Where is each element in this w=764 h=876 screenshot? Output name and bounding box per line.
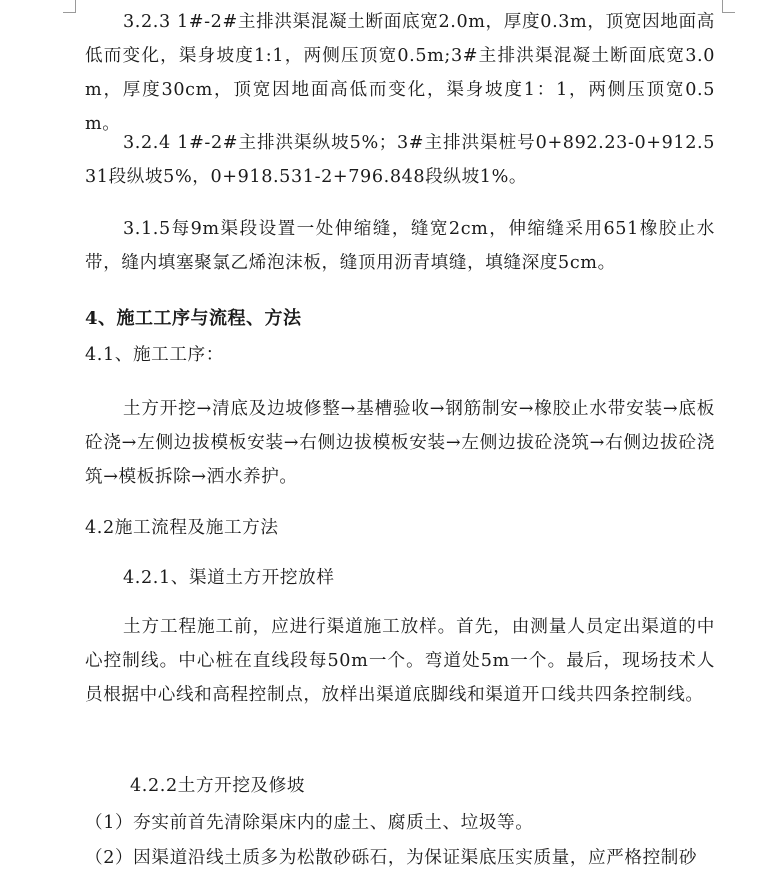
list-item-2: （2）因渠道沿线土质多为松散砂砾石，为保证渠底压实质量，应严格控制砂 — [85, 848, 698, 868]
paragraph-3-2-4: 3.2.4 1#-2#主排洪渠纵坡5%；3#主排洪渠桩号0+892.23-0+912.531段纵坡5%，0+918.531-2+796.848段纵坡1%。 — [85, 133, 715, 187]
page-corner-mark-left — [63, 0, 76, 13]
paragraph-process-flow: 土方开挖→清底及边坡修整→基槽验收→钢筋制安→橡胶止水带安装→底板砼浇→左侧边拔模板安装→右侧边拔模板安装→左侧边拔砼浇筑→右侧边拔砼浇筑→模板拆除→洒水养护。 — [85, 399, 715, 487]
paragraph-3-1-5: 3.1.5每9m渠段设置一处伸缩缝，缝宽2cm，伸缩缝采用651橡胶止水带，缝内填塞聚氯乙烯泡沫板，缝顶用沥青填缝，填缝深度5cm。 — [85, 219, 715, 273]
subheading-4-2: 4.2施工流程及施工方法 — [85, 518, 279, 538]
subheading-4-2-1: 4.2.1、渠道土方开挖放样 — [123, 568, 335, 588]
section-heading-4: 4、施工工序与流程、方法 — [85, 308, 302, 329]
paragraph-3-2-3: 3.2.3 1#-2#主排洪渠混凝土断面底宽2.0m，厚度0.3m，顶宽因地面高低而变化，渠身坡度1:1，两侧压顶宽0.5m;3#主排洪渠混凝土断面底宽3.0m，厚度30cm，顶宽因地面高低而变化，渠身坡度1：1，两侧压顶宽0.5m。 — [85, 12, 715, 134]
paragraph-layout: 土方工程施工前，应进行渠道施工放样。首先，由测量人员定出渠道的中心控制线。中心桩在直线段每50m一个。弯道处5m一个。最后，现场技术人员根据中心线和高程控制点，放样出渠道底脚线和渠道开口线共四条控制线。 — [85, 617, 715, 705]
subheading-4-1: 4.1、施工工序： — [85, 345, 224, 365]
page-corner-mark-right — [722, 0, 735, 13]
list-item-1: （1）夯实前首先清除渠床内的虚土、腐质土、垃圾等。 — [85, 813, 534, 833]
subheading-4-2-2: 4.2.2土方开挖及修坡 — [130, 776, 306, 796]
